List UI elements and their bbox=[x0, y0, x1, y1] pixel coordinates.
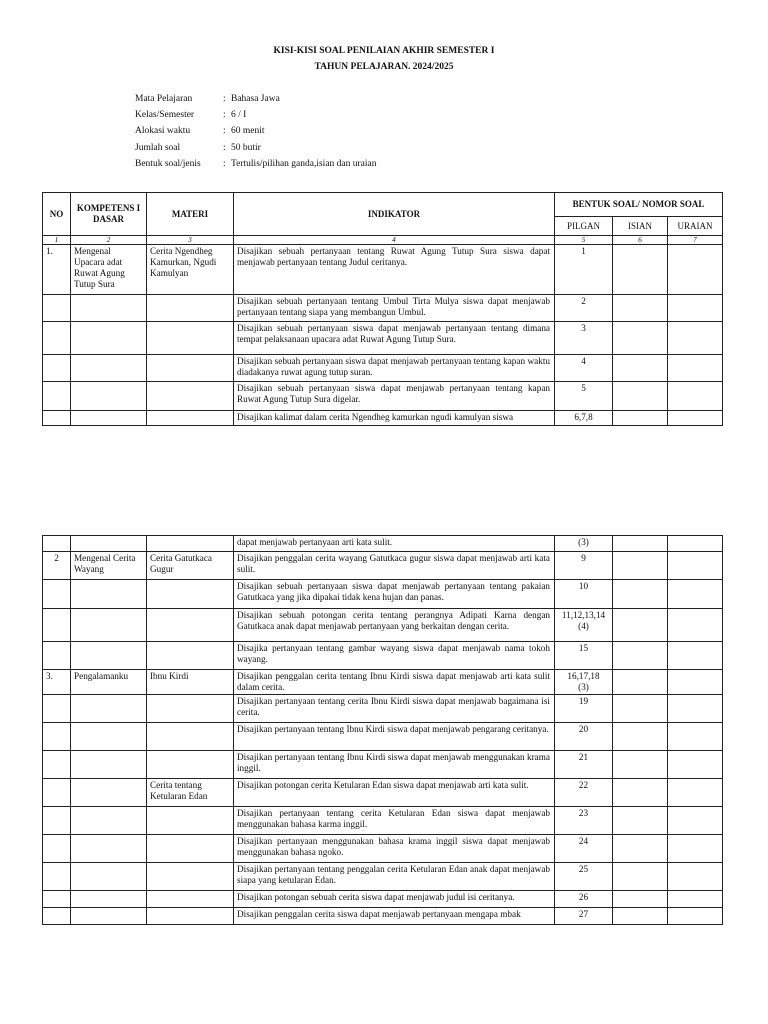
cell-materi bbox=[147, 670, 234, 695]
cell-kompetensi-dasar bbox=[71, 835, 147, 863]
table-row bbox=[43, 536, 723, 552]
cell-no bbox=[43, 642, 71, 670]
table-row bbox=[43, 908, 723, 925]
cell-uraian bbox=[668, 835, 723, 863]
cell-pilgan-text: 15 bbox=[578, 643, 589, 653]
cell-indikator bbox=[234, 536, 555, 552]
column-number: 5 bbox=[555, 236, 613, 245]
cell-no bbox=[43, 295, 71, 322]
cell-pilgan bbox=[555, 322, 613, 355]
table-row bbox=[43, 863, 723, 891]
cell-indikator-text: Disajikan penggalan cerita tentang Ibnu Kirdi siswa dapat menjawab arti kata sulit dalam cerita. bbox=[237, 671, 550, 693]
cell-indikator-text: Disajikan sebuah potongan cerita tentang perangnya Adipati Karna dengan Gatutkaca anak dapat menjawab pertanyaan yang berkaitan dengan cerita. bbox=[237, 610, 550, 632]
cell-uraian bbox=[668, 751, 723, 779]
cell-isian bbox=[613, 411, 668, 426]
cell-isian bbox=[613, 891, 668, 908]
cell-materi-text: Cerita Gatutkaca Gugur bbox=[150, 553, 212, 575]
cell-isian bbox=[613, 322, 668, 355]
cell-kompetensi-dasar bbox=[71, 908, 147, 925]
cell-materi bbox=[147, 355, 234, 382]
header-materi: MATERI bbox=[147, 193, 234, 236]
cell-pilgan-text: 3 bbox=[581, 323, 586, 333]
cell-no bbox=[43, 322, 71, 355]
cell-materi bbox=[147, 382, 234, 411]
cell-pilgan bbox=[555, 807, 613, 835]
cell-pilgan bbox=[555, 863, 613, 891]
cell-kompetensi-dasar bbox=[71, 751, 147, 779]
table-row bbox=[43, 245, 723, 295]
table-row bbox=[43, 382, 723, 411]
cell-indikator-text: Disajika pertanyaan tentang gambar wayang siswa dapat menjawab nama tokoh wayang. bbox=[237, 643, 550, 665]
cell-kompetensi-dasar bbox=[71, 779, 147, 807]
cell-pilgan bbox=[555, 411, 613, 426]
cell-kompetensi-dasar bbox=[71, 580, 147, 609]
cell-materi bbox=[147, 908, 234, 925]
table-row bbox=[43, 295, 723, 322]
cell-pilgan-text: 2 bbox=[581, 296, 586, 306]
cell-uraian bbox=[668, 723, 723, 751]
cell-indikator bbox=[234, 779, 555, 807]
cell-no bbox=[43, 552, 71, 580]
cell-pilgan bbox=[555, 552, 613, 580]
meta-label: Kelas/Semester bbox=[135, 110, 195, 121]
table-row bbox=[43, 609, 723, 642]
meta-value: 6 / I bbox=[231, 110, 247, 121]
cell-materi-text: Ibnu Kirdi bbox=[150, 671, 189, 681]
cell-uraian bbox=[668, 245, 723, 295]
cell-indikator bbox=[234, 723, 555, 751]
cell-pilgan bbox=[555, 779, 613, 807]
cell-no bbox=[43, 411, 71, 426]
cell-indikator bbox=[234, 382, 555, 411]
cell-materi bbox=[147, 322, 234, 355]
cell-kompetensi-dasar bbox=[71, 411, 147, 426]
cell-no-text: 3. bbox=[46, 671, 53, 681]
cell-kompetensi-dasar bbox=[71, 355, 147, 382]
cell-isian bbox=[613, 835, 668, 863]
cell-indikator-text: Disajikan pertanyaan tentang Ibnu Kirdi siswa dapat menjawab pengarang ceritanya. bbox=[237, 724, 549, 735]
cell-indikator-text: Disajikan penggalan cerita siswa dapat menjawab pertanyaan mengapa mbak bbox=[237, 909, 521, 920]
cell-no bbox=[43, 536, 71, 552]
cell-pilgan bbox=[555, 670, 613, 695]
cell-pilgan bbox=[555, 642, 613, 670]
cell-no bbox=[43, 835, 71, 863]
cell-kompetensi-dasar bbox=[71, 695, 147, 723]
cell-indikator bbox=[234, 670, 555, 695]
column-number: 1 bbox=[43, 236, 71, 245]
cell-pilgan bbox=[555, 245, 613, 295]
meta-row-time: Alokasi waktu : 60 menit bbox=[135, 126, 377, 142]
table-row bbox=[43, 580, 723, 609]
column-number: 3 bbox=[147, 236, 234, 245]
cell-indikator-text: dapat menjawab pertanyaan arti kata sulit. bbox=[237, 537, 393, 547]
cell-indikator-text: Disajikan pertanyaan tentang cerita Ketularan Edan siswa dapat menjawab menggunakan bahasa karma inggil. bbox=[237, 808, 550, 830]
table-body-part-1 bbox=[43, 245, 723, 426]
table-row bbox=[43, 835, 723, 863]
document-subtitle: TAHUN PELAJARAN. 2024/2025 bbox=[314, 62, 454, 72]
cell-no bbox=[43, 382, 71, 411]
cell-pilgan-text: 27 bbox=[578, 909, 589, 920]
cell-materi bbox=[147, 835, 234, 863]
cell-isian bbox=[613, 609, 668, 642]
cell-uraian bbox=[668, 355, 723, 382]
cell-indikator-text: Disajikan sebuah pertanyaan siswa dapat menjawab pertanyaan tentang kapan Ruwat Agung Tutup Sura digelar. bbox=[237, 383, 550, 405]
cell-indikator bbox=[234, 891, 555, 908]
cell-indikator bbox=[234, 863, 555, 891]
cell-pilgan bbox=[555, 580, 613, 609]
table-row bbox=[43, 779, 723, 807]
cell-isian bbox=[613, 751, 668, 779]
cell-no bbox=[43, 723, 71, 751]
cell-isian bbox=[613, 382, 668, 411]
cell-isian bbox=[613, 355, 668, 382]
cell-no bbox=[43, 245, 71, 295]
cell-pilgan-text: 11,12,13,14 bbox=[561, 610, 606, 620]
cell-indikator bbox=[234, 552, 555, 580]
cell-uraian bbox=[668, 670, 723, 695]
cell-uraian bbox=[668, 863, 723, 891]
cell-materi bbox=[147, 863, 234, 891]
cell-isian bbox=[613, 908, 668, 925]
cell-isian bbox=[613, 779, 668, 807]
cell-no-text: 1. bbox=[46, 246, 53, 256]
cell-indikator-text: Disajikan pertanyaan tentang cerita Ibnu Kirdi siswa dapat menjawab bagaimana isi cerita. bbox=[237, 696, 550, 718]
cell-indikator bbox=[234, 908, 555, 925]
meta-row-count: Jumlah soal : 50 butir bbox=[135, 143, 377, 159]
cell-pilgan-text: 21 bbox=[578, 752, 589, 763]
cell-no bbox=[43, 891, 71, 908]
cell-indikator bbox=[234, 695, 555, 723]
column-number: 6 bbox=[613, 236, 668, 245]
cell-materi bbox=[147, 411, 234, 426]
table-row bbox=[43, 552, 723, 580]
cell-materi bbox=[147, 695, 234, 723]
cell-no bbox=[43, 908, 71, 925]
cell-kompetensi-dasar bbox=[71, 609, 147, 642]
cell-indikator-text: Disajikan sebuah pertanyaan siswa dapat menjawab pertanyaan tentang pakaian Gatutkaca yang jika dipakai tidak kena hujan dan panas. bbox=[237, 581, 550, 603]
cell-indikator-text: Disajikan pertanyaan tentang Ibnu Kirdi siswa dapat menjawab menggunakan krama inggil. bbox=[237, 752, 550, 774]
cell-pilgan bbox=[555, 723, 613, 751]
cell-pilgan-text: 19 bbox=[578, 696, 589, 707]
cell-indikator-text: Disajikan pertanyaan tentang penggalan cerita Ketularan Edan anak dapat menjawab siapa yang ketularan Edan. bbox=[237, 864, 550, 886]
cell-kompetensi-dasar bbox=[71, 322, 147, 355]
cell-no bbox=[43, 609, 71, 642]
header-pilgan: PILGAN bbox=[555, 217, 613, 236]
cell-uraian bbox=[668, 536, 723, 552]
meta-value: Bahasa Jawa bbox=[231, 94, 280, 104]
cell-kompetensi-dasar-text: Mengenal Upacara adat Ruwat Agung Tutup Sura bbox=[74, 246, 125, 290]
cell-pilgan-text: 25 bbox=[578, 864, 589, 875]
meta-value: Tertulis/pilihan ganda,isian dan uraian bbox=[231, 158, 377, 169]
column-number: 2 bbox=[71, 236, 147, 245]
cell-indikator bbox=[234, 835, 555, 863]
cell-uraian bbox=[668, 609, 723, 642]
cell-pilgan-text: 1 bbox=[581, 246, 586, 256]
grid-table-part-2 bbox=[42, 535, 723, 925]
cell-pilgan bbox=[555, 908, 613, 925]
cell-pilgan bbox=[555, 609, 613, 642]
cell-uraian bbox=[668, 552, 723, 580]
table-row bbox=[43, 695, 723, 723]
cell-no bbox=[43, 779, 71, 807]
cell-materi-text: Cerita tentang Ketularan Edan bbox=[150, 780, 208, 802]
cell-indikator bbox=[234, 322, 555, 355]
table-row bbox=[43, 751, 723, 779]
cell-pilgan-text: 5 bbox=[581, 383, 586, 393]
cell-kompetensi-dasar bbox=[71, 382, 147, 411]
cell-indikator bbox=[234, 609, 555, 642]
table-row bbox=[43, 642, 723, 670]
cell-kompetensi-dasar bbox=[71, 245, 147, 295]
cell-uraian bbox=[668, 382, 723, 411]
cell-pilgan bbox=[555, 695, 613, 723]
cell-isian bbox=[613, 245, 668, 295]
cell-indikator bbox=[234, 751, 555, 779]
column-number-row bbox=[43, 236, 723, 245]
cell-materi bbox=[147, 295, 234, 322]
meta-row-class: Kelas/Semester : 6 / I bbox=[135, 110, 377, 126]
cell-pilgan bbox=[555, 891, 613, 908]
cell-kompetensi-dasar bbox=[71, 807, 147, 835]
cell-pilgan-text: 22 bbox=[578, 780, 589, 791]
table-row bbox=[43, 891, 723, 908]
cell-no bbox=[43, 670, 71, 695]
cell-pilgan bbox=[555, 382, 613, 411]
meta-label: Bentuk soal/jenis bbox=[135, 158, 201, 169]
cell-pilgan-text: 4 bbox=[581, 356, 586, 366]
cell-uraian bbox=[668, 908, 723, 925]
cell-pilgan-text: 10 bbox=[578, 581, 589, 591]
cell-kompetensi-dasar bbox=[71, 536, 147, 552]
cell-indikator bbox=[234, 355, 555, 382]
cell-isian bbox=[613, 552, 668, 580]
table-row bbox=[43, 411, 723, 426]
cell-isian bbox=[613, 642, 668, 670]
cell-pilgan bbox=[555, 835, 613, 863]
subject-info bbox=[135, 94, 377, 175]
meta-label: Mata Pelajaran bbox=[135, 94, 193, 104]
cell-kompetensi-dasar bbox=[71, 723, 147, 751]
cell-pilgan-text: 26 bbox=[578, 892, 589, 903]
cell-pilgan-text: 6,7,8 bbox=[574, 412, 593, 422]
cell-no bbox=[43, 355, 71, 382]
meta-label: Alokasi waktu bbox=[135, 126, 191, 137]
meta-row-subject: Mata Pelajaran : Bahasa Jawa bbox=[135, 94, 377, 110]
cell-pilgan-count: (3) bbox=[578, 682, 589, 693]
cell-materi bbox=[147, 807, 234, 835]
cell-kompetensi-dasar bbox=[71, 642, 147, 670]
cell-materi bbox=[147, 245, 234, 295]
cell-pilgan-count: (4) bbox=[578, 621, 589, 632]
cell-isian bbox=[613, 580, 668, 609]
cell-uraian bbox=[668, 891, 723, 908]
cell-isian bbox=[613, 295, 668, 322]
cell-materi bbox=[147, 552, 234, 580]
header-indikator: INDIKATOR bbox=[234, 193, 555, 236]
meta-value: 50 butir bbox=[231, 142, 261, 153]
cell-uraian bbox=[668, 295, 723, 322]
cell-kompetensi-dasar bbox=[71, 552, 147, 580]
cell-no-text: 2 bbox=[54, 553, 59, 563]
cell-isian bbox=[613, 536, 668, 552]
cell-materi bbox=[147, 536, 234, 552]
cell-uraian bbox=[668, 322, 723, 355]
cell-pilgan-text: 16,17,18 bbox=[567, 671, 600, 681]
cell-indikator-text: Disajikan sebuah pertanyaan tentang Umbul Tirta Mulya siswa dapat menjawab pertanyaan tentang siapa yang membangun Umbul. bbox=[237, 296, 550, 318]
cell-kompetensi-dasar bbox=[71, 863, 147, 891]
cell-indikator-text: Disajikan sebuah pertanyaan tentang Ruwat Agung Tutup Sura siswa dapat menjawab pertanyaan tentang Judul ceritanya. bbox=[237, 246, 550, 268]
cell-pilgan bbox=[555, 295, 613, 322]
cell-isian bbox=[613, 863, 668, 891]
column-number: 7 bbox=[668, 236, 723, 245]
cell-materi bbox=[147, 642, 234, 670]
cell-uraian bbox=[668, 779, 723, 807]
document-title: KISI-KISI SOAL PENILAIAN AKHIR SEMESTER I bbox=[273, 46, 495, 56]
cell-no bbox=[43, 580, 71, 609]
cell-isian bbox=[613, 695, 668, 723]
cell-isian bbox=[613, 723, 668, 751]
meta-value: 60 menit bbox=[231, 126, 265, 137]
table-row bbox=[43, 807, 723, 835]
cell-pilgan bbox=[555, 355, 613, 382]
header-isian: ISIAN bbox=[613, 217, 668, 236]
cell-materi bbox=[147, 891, 234, 908]
table-row bbox=[43, 670, 723, 695]
table-row bbox=[43, 322, 723, 355]
cell-indikator-text: Disajikan sebuah pertanyaan siswa dapat menjawab pertanyaan tentang kapan waktu diadakanya ruwat agung tutup suran. bbox=[237, 356, 550, 378]
cell-indikator bbox=[234, 411, 555, 426]
cell-indikator-text: Disajikan potongan sebuah cerita siswa dapat menjawab judul isi ceritanya. bbox=[237, 892, 515, 903]
cell-pilgan bbox=[555, 536, 613, 552]
cell-uraian bbox=[668, 580, 723, 609]
cell-materi bbox=[147, 580, 234, 609]
cell-indikator-text: Disajikan pertanyaan menggunakan bahasa krama inggil siswa dapat menjawab menggunakan bahasa ngoko. bbox=[237, 836, 550, 858]
table-row bbox=[43, 723, 723, 751]
cell-kompetensi-dasar bbox=[71, 891, 147, 908]
cell-materi bbox=[147, 723, 234, 751]
cell-no bbox=[43, 751, 71, 779]
cell-kompetensi-dasar-text: Mengenal Cerita Wayang bbox=[74, 553, 136, 575]
header-bentuk-soal: BENTUK SOAL/ NOMOR SOAL bbox=[555, 193, 723, 217]
meta-label: Jumlah soal bbox=[135, 142, 181, 153]
cell-indikator bbox=[234, 807, 555, 835]
cell-uraian bbox=[668, 642, 723, 670]
cell-indikator bbox=[234, 580, 555, 609]
cell-materi-text: Cerita Ngendheg Kamurkan, Ngudi Kamulyan bbox=[150, 246, 217, 279]
cell-isian bbox=[613, 807, 668, 835]
cell-pilgan-text: 24 bbox=[578, 836, 589, 847]
grid-table-part-1 bbox=[42, 192, 723, 426]
cell-no bbox=[43, 695, 71, 723]
cell-kompetensi-dasar bbox=[71, 295, 147, 322]
meta-row-type: Bentuk soal/jenis : Tertulis/pilihan ganda,isian dan uraian bbox=[135, 159, 377, 175]
cell-isian bbox=[613, 670, 668, 695]
cell-indikator bbox=[234, 295, 555, 322]
column-number: 4 bbox=[234, 236, 555, 245]
cell-indikator bbox=[234, 642, 555, 670]
cell-no bbox=[43, 807, 71, 835]
cell-materi bbox=[147, 609, 234, 642]
cell-pilgan-text: 20 bbox=[578, 724, 589, 735]
cell-indikator-text: Disajikan penggalan cerita wayang Gatutkaca gugur siswa dapat menjawab arti kata sulit. bbox=[237, 553, 550, 575]
cell-indikator-text: Disajikan potongan cerita Ketularan Edan siswa dapat menjawab arti kata sulit. bbox=[237, 780, 529, 791]
cell-uraian bbox=[668, 411, 723, 426]
cell-materi bbox=[147, 751, 234, 779]
cell-kompetensi-dasar bbox=[71, 670, 147, 695]
cell-pilgan-text: (3) bbox=[578, 537, 589, 547]
cell-kompetensi-dasar-text: Pengalamanku bbox=[74, 671, 129, 681]
cell-uraian bbox=[668, 807, 723, 835]
cell-materi bbox=[147, 779, 234, 807]
cell-indikator bbox=[234, 245, 555, 295]
cell-pilgan-text: 9 bbox=[581, 553, 586, 563]
table-row bbox=[43, 355, 723, 382]
table-body-part-2 bbox=[43, 536, 723, 925]
cell-no bbox=[43, 863, 71, 891]
cell-indikator-text: Disajikan kalimat dalam cerita Ngendheg kamurkan ngudi kamulyan siswa bbox=[237, 412, 514, 422]
header-no: NO bbox=[43, 193, 71, 236]
cell-pilgan bbox=[555, 751, 613, 779]
cell-uraian bbox=[668, 695, 723, 723]
header-kd: KOMPETENS I DASAR bbox=[71, 193, 147, 236]
header-uraian: URAIAN bbox=[668, 217, 723, 236]
cell-pilgan-text: 23 bbox=[578, 808, 589, 819]
cell-indikator-text: Disajikan sebuah pertanyaan siswa dapat menjawab pertanyaan tentang dimana tempat pelaksanaan upacara adat Ruwat Agung Tutup Sura. bbox=[237, 323, 550, 345]
